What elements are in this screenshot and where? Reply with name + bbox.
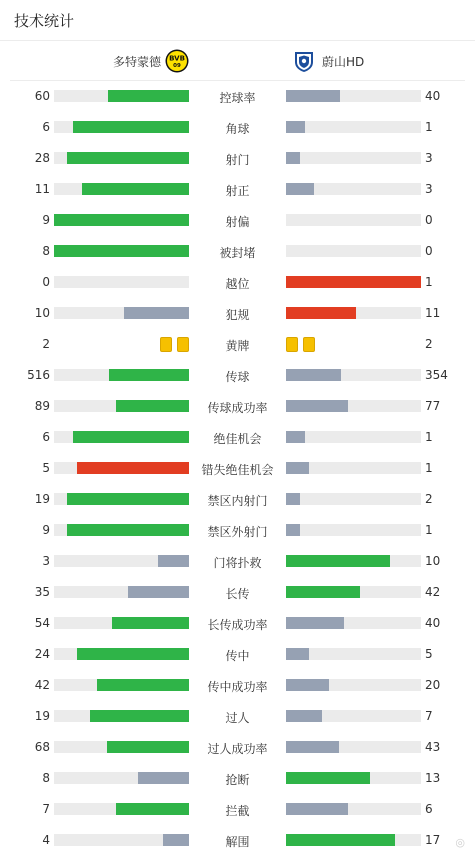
stat-row (0, 205, 475, 236)
home-value: 3 (42, 554, 50, 568)
home-value: 8 (42, 244, 50, 258)
home-value: 19 (34, 709, 50, 723)
away-value: 1 (425, 461, 433, 475)
away-value: 42 (425, 585, 441, 599)
stat-label: 被封堵 (219, 246, 256, 260)
home-value: 24 (34, 647, 50, 661)
away-bar-track (286, 400, 421, 412)
away-value: 17 (425, 833, 441, 847)
stat-label: 越位 (225, 277, 250, 291)
home-bar-fill (138, 772, 189, 784)
away-bar-fill (286, 524, 300, 536)
stat-row (0, 236, 475, 267)
away-bar-track (286, 586, 421, 598)
stat-row (0, 329, 475, 360)
svg-text:BVB: BVB (169, 54, 185, 63)
away-value: 10 (425, 554, 441, 568)
stat-row (0, 515, 475, 546)
away-value: 1 (425, 120, 433, 134)
away-bar-track (286, 772, 421, 784)
home-bar-track (54, 586, 189, 598)
stat-row (0, 794, 475, 825)
away-value: 7 (425, 709, 433, 723)
stat-label: 禁区内射门 (207, 494, 268, 508)
away-value: 40 (425, 616, 441, 630)
stat-row (0, 298, 475, 329)
stat-row (0, 639, 475, 670)
home-value: 54 (34, 616, 50, 630)
away-bar-track (286, 214, 421, 226)
stat-label: 传中 (225, 649, 250, 663)
home-bar-track (54, 524, 189, 536)
away-bar-fill (286, 462, 309, 474)
home-bar-fill (67, 493, 189, 505)
stat-row (0, 267, 475, 298)
away-bar-track (286, 834, 421, 846)
stat-label: 绝佳机会 (213, 432, 262, 446)
stat-row (0, 732, 475, 763)
stat-label: 抢断 (225, 773, 250, 787)
stat-row (0, 670, 475, 701)
stat-row (0, 763, 475, 794)
home-bar-fill (124, 307, 189, 319)
home-bar-track (54, 183, 189, 195)
stat-row (0, 453, 475, 484)
away-bar-fill (286, 152, 300, 164)
stat-label: 控球率 (219, 91, 256, 105)
home-value: 8 (42, 771, 50, 785)
stat-label: 射门 (225, 153, 250, 167)
home-bar-fill (73, 431, 189, 443)
away-bar-track (286, 648, 421, 660)
watermark: ◎ (455, 836, 465, 849)
away-bar-track (286, 369, 421, 381)
away-bar-fill (286, 431, 305, 443)
away-bar-track (286, 493, 421, 505)
away-bar-fill (286, 493, 300, 505)
home-bar-fill (128, 586, 189, 598)
home-bar-fill (54, 214, 189, 226)
stat-row (0, 391, 475, 422)
home-value: 28 (34, 151, 50, 165)
stat-label: 传中成功率 (207, 680, 268, 694)
away-bar-fill (286, 183, 314, 195)
away-team[interactable] (292, 49, 364, 73)
away-bar-track (286, 276, 421, 288)
away-bar-fill (286, 679, 329, 691)
page-title: 技术统计 (14, 12, 75, 30)
home-value: 516 (27, 368, 50, 382)
home-bar-track (54, 245, 189, 257)
home-bar-fill (54, 245, 189, 257)
away-bar-track (286, 462, 421, 474)
away-bar-fill (286, 648, 309, 660)
home-value: 4 (42, 833, 50, 847)
home-value: 35 (34, 585, 50, 599)
away-bar-track (286, 90, 421, 102)
stat-row (0, 360, 475, 391)
away-value: 40 (425, 89, 441, 103)
stat-row (0, 174, 475, 205)
home-value: 6 (42, 430, 50, 444)
home-bar-track (54, 400, 189, 412)
home-bar-track (54, 214, 189, 226)
stat-row (0, 422, 475, 453)
home-team-name: 多特蒙德 (112, 54, 161, 69)
stat-row (0, 546, 475, 577)
bvb-crest-icon (165, 49, 189, 73)
away-value: 5 (425, 647, 433, 661)
home-value: 89 (34, 399, 50, 413)
home-value: 7 (42, 802, 50, 816)
home-value: 19 (34, 492, 50, 506)
home-bar-fill (107, 741, 189, 753)
home-bar-fill (97, 679, 189, 691)
home-value: 68 (34, 740, 50, 754)
home-value: 10 (34, 306, 50, 320)
stat-row (0, 112, 475, 143)
home-bar-track (54, 152, 189, 164)
home-value: 11 (34, 182, 50, 196)
home-bar-fill (67, 152, 189, 164)
away-value: 2 (425, 492, 433, 506)
home-bar-track (54, 679, 189, 691)
away-value: 11 (425, 306, 441, 320)
away-bar-fill (286, 276, 421, 288)
away-value: 43 (425, 740, 441, 754)
home-bar-track (54, 462, 189, 474)
away-value: 1 (425, 430, 433, 444)
home-bar-fill (77, 648, 189, 660)
home-bar-track (54, 121, 189, 133)
away-value: 3 (425, 182, 433, 196)
away-value: 0 (425, 244, 433, 258)
stat-label: 解围 (225, 835, 250, 849)
away-value: 77 (425, 399, 441, 413)
away-value: 354 (425, 368, 448, 382)
home-bar-fill (116, 803, 189, 815)
stat-row (0, 81, 475, 112)
stat-row (0, 701, 475, 732)
away-bar-fill (286, 307, 356, 319)
svg-text:09: 09 (173, 63, 181, 69)
away-bar-fill (286, 617, 344, 629)
home-value: 0 (42, 275, 50, 289)
stat-row (0, 825, 475, 856)
home-bar-fill (108, 90, 189, 102)
stat-label: 错失绝佳机会 (201, 463, 274, 477)
away-bar-track (286, 555, 421, 567)
away-bar-track (286, 121, 421, 133)
home-bar-track (54, 276, 189, 288)
home-bar-track (54, 617, 189, 629)
home-bar-fill (158, 555, 189, 567)
away-bar-track (286, 617, 421, 629)
stat-label: 黄牌 (225, 339, 250, 353)
yellow-card-icon (303, 337, 315, 352)
away-value: 1 (425, 523, 433, 537)
stat-label: 长传成功率 (207, 618, 268, 632)
yellow-card-icon (160, 337, 172, 352)
home-bar-track (54, 493, 189, 505)
stat-label: 禁区外射门 (207, 525, 268, 539)
stat-label: 过人 (225, 711, 250, 725)
stat-row (0, 608, 475, 639)
teams-bar (0, 41, 475, 81)
home-bar-fill (90, 710, 189, 722)
away-bar-track (286, 152, 421, 164)
away-yellow-cards (286, 337, 320, 352)
stat-label: 传球 (225, 370, 250, 384)
home-bar-track (54, 90, 189, 102)
away-value: 2 (425, 337, 433, 351)
home-value: 9 (42, 523, 50, 537)
home-yellow-cards (155, 337, 189, 352)
home-value: 42 (34, 678, 50, 692)
stat-label: 犯规 (225, 308, 250, 322)
away-bar-fill (286, 369, 341, 381)
away-bar-track (286, 183, 421, 195)
home-bar-track (54, 772, 189, 784)
stat-row (0, 143, 475, 174)
away-bar-track (286, 803, 421, 815)
away-bar-fill (286, 90, 340, 102)
away-value: 3 (425, 151, 433, 165)
stat-label: 射正 (225, 184, 250, 198)
away-bar-fill (286, 772, 370, 784)
stat-row (0, 577, 475, 608)
stat-label: 射偏 (225, 215, 250, 229)
away-bar-fill (286, 834, 395, 846)
away-bar-fill (286, 710, 322, 722)
home-team[interactable] (113, 49, 189, 73)
stat-label: 过人成功率 (207, 742, 268, 756)
ulsan-shield-icon (292, 49, 316, 73)
home-bar-track (54, 648, 189, 660)
away-value: 6 (425, 802, 433, 816)
home-value: 2 (42, 337, 50, 351)
stat-label: 门将扑救 (213, 556, 262, 570)
away-bar-fill (286, 586, 360, 598)
home-bar-track (54, 803, 189, 815)
away-bar-fill (286, 803, 348, 815)
home-bar-fill (109, 369, 189, 381)
stat-label: 传球成功率 (207, 401, 268, 415)
home-bar-fill (77, 462, 189, 474)
home-value: 6 (42, 120, 50, 134)
home-bar-track (54, 307, 189, 319)
away-bar-track (286, 710, 421, 722)
away-bar-track (286, 524, 421, 536)
away-bar-fill (286, 741, 339, 753)
away-bar-fill (286, 400, 348, 412)
home-bar-track (54, 741, 189, 753)
away-bar-track (286, 307, 421, 319)
stats-header (0, 0, 475, 41)
stat-label: 长传 (225, 587, 250, 601)
home-bar-track (54, 369, 189, 381)
home-value: 5 (42, 461, 50, 475)
stat-label: 拦截 (225, 804, 250, 818)
home-bar-track (54, 710, 189, 722)
home-bar-track (54, 834, 189, 846)
away-value: 1 (425, 275, 433, 289)
home-bar-fill (116, 400, 189, 412)
away-bar-track (286, 741, 421, 753)
yellow-card-icon (286, 337, 298, 352)
home-bar-fill (112, 617, 189, 629)
away-bar-fill (286, 555, 390, 567)
away-value: 0 (425, 213, 433, 227)
home-bar-fill (82, 183, 189, 195)
away-value: 13 (425, 771, 441, 785)
stat-label: 角球 (225, 122, 250, 136)
home-value: 60 (34, 89, 50, 103)
away-value: 20 (425, 678, 441, 692)
home-value: 9 (42, 213, 50, 227)
home-bar-track (54, 555, 189, 567)
home-bar-fill (73, 121, 189, 133)
home-bar-fill (67, 524, 189, 536)
away-team-name: 蔚山HD (322, 54, 365, 69)
home-bar-track (54, 431, 189, 443)
away-bar-track (286, 431, 421, 443)
stat-row (0, 484, 475, 515)
away-bar-track (286, 679, 421, 691)
home-bar-fill (163, 834, 189, 846)
away-bar-track (286, 245, 421, 257)
yellow-card-icon (177, 337, 189, 352)
away-bar-fill (286, 121, 305, 133)
